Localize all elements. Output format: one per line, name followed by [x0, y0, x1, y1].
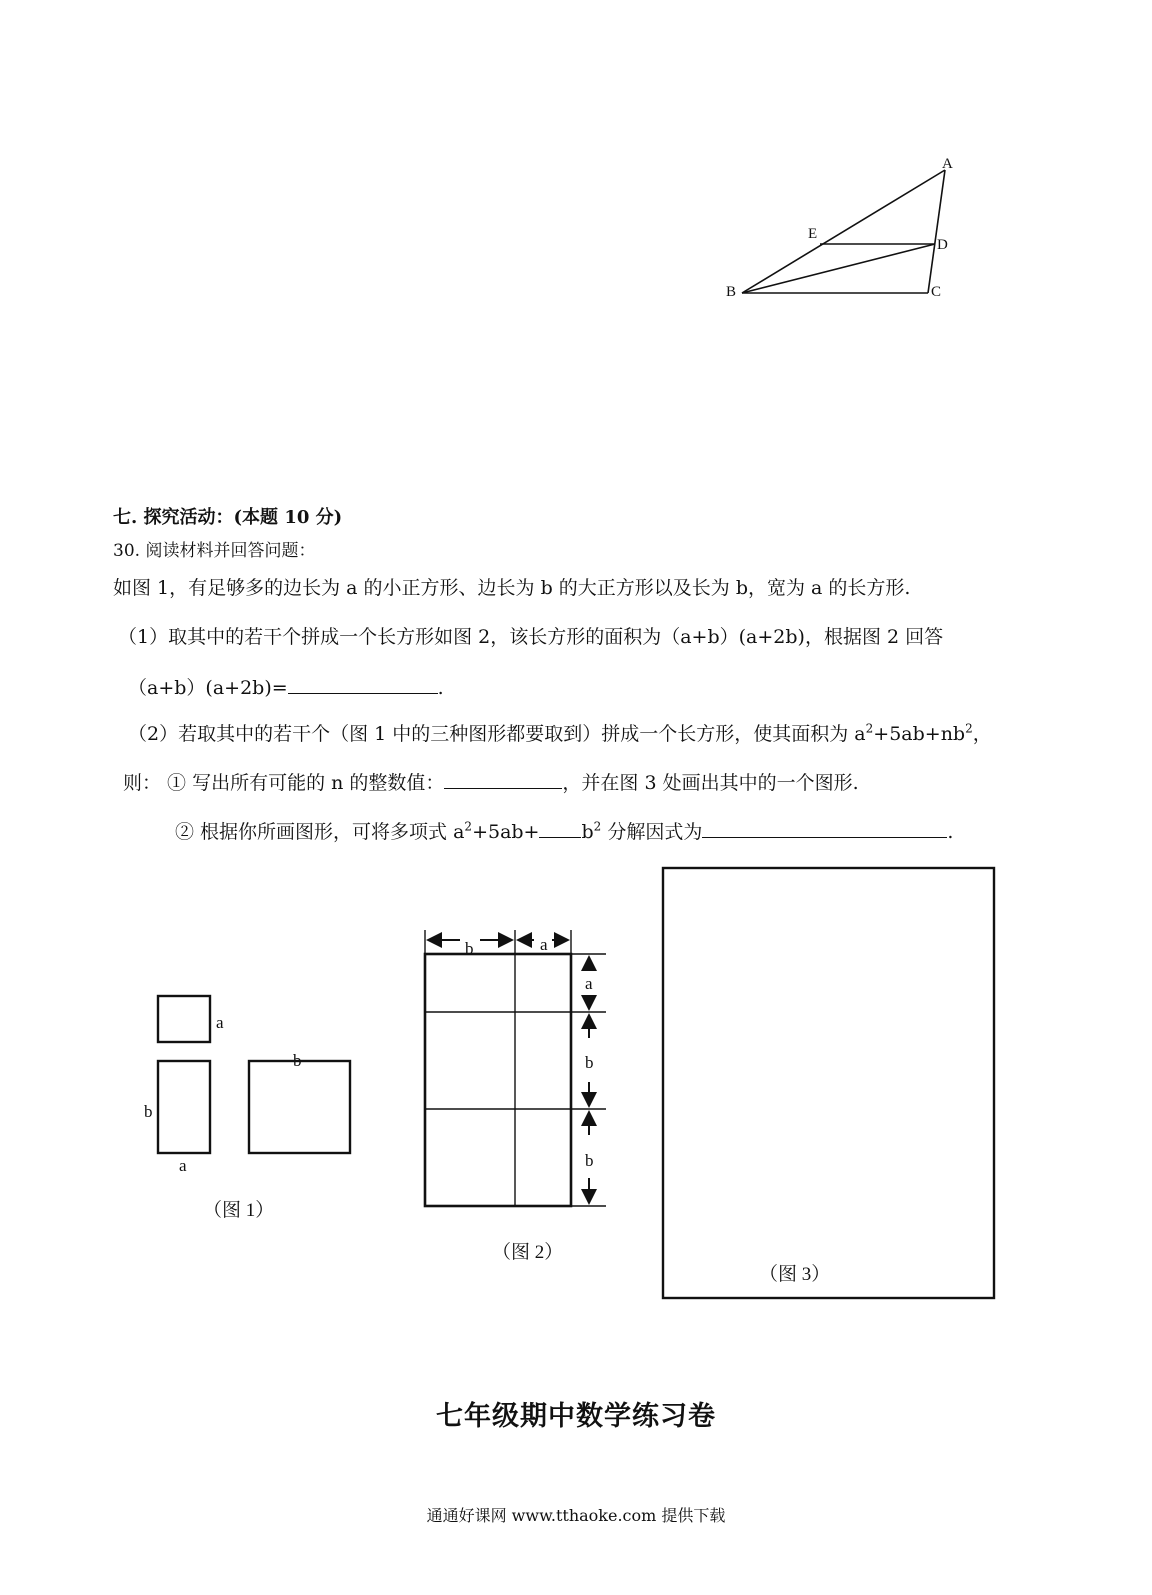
answer-blank-coef[interactable]: [539, 819, 581, 838]
rect-bottom-label: a: [179, 1156, 187, 1175]
fig2-top-a: a: [540, 935, 548, 954]
sub2-period: .: [947, 821, 954, 843]
label-b: B: [726, 284, 737, 300]
segment-bd: [742, 244, 935, 293]
fig2-top-b: b: [465, 939, 474, 958]
sub2-text: ② 根据你所画图形，可将多项式 a: [175, 821, 465, 843]
source-line: 通通好课网 www.tthaoke.com 提供下载: [426, 1506, 726, 1525]
big-square-label: b: [293, 1051, 302, 1070]
figure-3: [655, 860, 1005, 1310]
sub1-text: 则： ① 写出所有可能的 n 的整数值：: [123, 772, 445, 794]
long-rectangle: [158, 1061, 210, 1153]
part1-line1: （1）取其中的若干个拼成一个长方形如图 2，该长方形的面积为（a+b）(a+2b)，根据图 2 回答: [118, 626, 944, 648]
figure-2-caption: （图 2）: [492, 1242, 564, 1263]
sub2-mid: +5ab+: [472, 821, 540, 843]
label-c: C: [931, 284, 942, 300]
fig2-right-a: a: [585, 974, 593, 993]
fig2-outer-rect: [425, 954, 571, 1206]
label-d: D: [937, 237, 948, 253]
answer-blank-1[interactable]: [288, 675, 438, 694]
figure-3-caption: （图 3）: [759, 1264, 831, 1285]
part2-mid: +5ab+nb: [873, 723, 966, 745]
fig2-right-b1: b: [585, 1053, 594, 1072]
answer-blank-factor[interactable]: [702, 819, 947, 838]
label-a: A: [942, 156, 953, 172]
figure-1: [0, 980, 400, 1230]
question-intro: 如图 1，有足够多的边长为 a 的小正方形、边长为 b 的大正方形以及长为 b，宽为 a 的长方形.: [113, 577, 911, 599]
segment-ca: [928, 170, 945, 293]
big-square: [249, 1061, 350, 1153]
small-square-label: a: [216, 1013, 224, 1032]
part2-line: [128, 722, 992, 746]
part1-line2: [128, 675, 444, 700]
question-block: [113, 506, 1073, 846]
answer-blank-n[interactable]: [444, 770, 562, 789]
sup-2a: 2: [865, 721, 874, 736]
sup-2b: 2: [965, 721, 973, 736]
section-heading: 七. 探究活动：(本题 10 分): [113, 507, 343, 528]
part1-period: .: [437, 677, 444, 699]
figure-1-caption: （图 1）: [203, 1200, 275, 1221]
sup-2d: 2: [593, 819, 602, 834]
sub2-line: [175, 819, 953, 844]
segment-ab: [742, 170, 945, 293]
drawing-area[interactable]: [663, 868, 994, 1298]
rect-side-label: b: [144, 1102, 153, 1121]
part2-suffix: ，: [972, 723, 992, 745]
sub1-line: [123, 770, 859, 795]
part2-text: （2）若取其中的若干个（图 1 中的三种图形都要取到）拼成一个长方形，使其面积为 a: [128, 723, 866, 745]
small-square: [158, 996, 210, 1042]
question-number: 30. 阅读材料并回答问题：: [113, 541, 316, 561]
sub2-b: b: [581, 821, 594, 843]
part1-expression: （a+b）(a+2b)=: [128, 677, 288, 699]
paper-title: 七年级期中数学练习卷: [436, 1401, 716, 1432]
sub2-suffix: 分解因式为: [601, 821, 703, 843]
figure-2: [400, 920, 630, 1270]
fig2-right-b2: b: [585, 1151, 594, 1170]
label-e: E: [808, 226, 818, 242]
sub1-suffix: ，并在图 3 处画出其中的一个图形.: [562, 772, 859, 794]
triangle-figure: [0, 0, 1152, 340]
sup-2c: 2: [464, 819, 473, 834]
